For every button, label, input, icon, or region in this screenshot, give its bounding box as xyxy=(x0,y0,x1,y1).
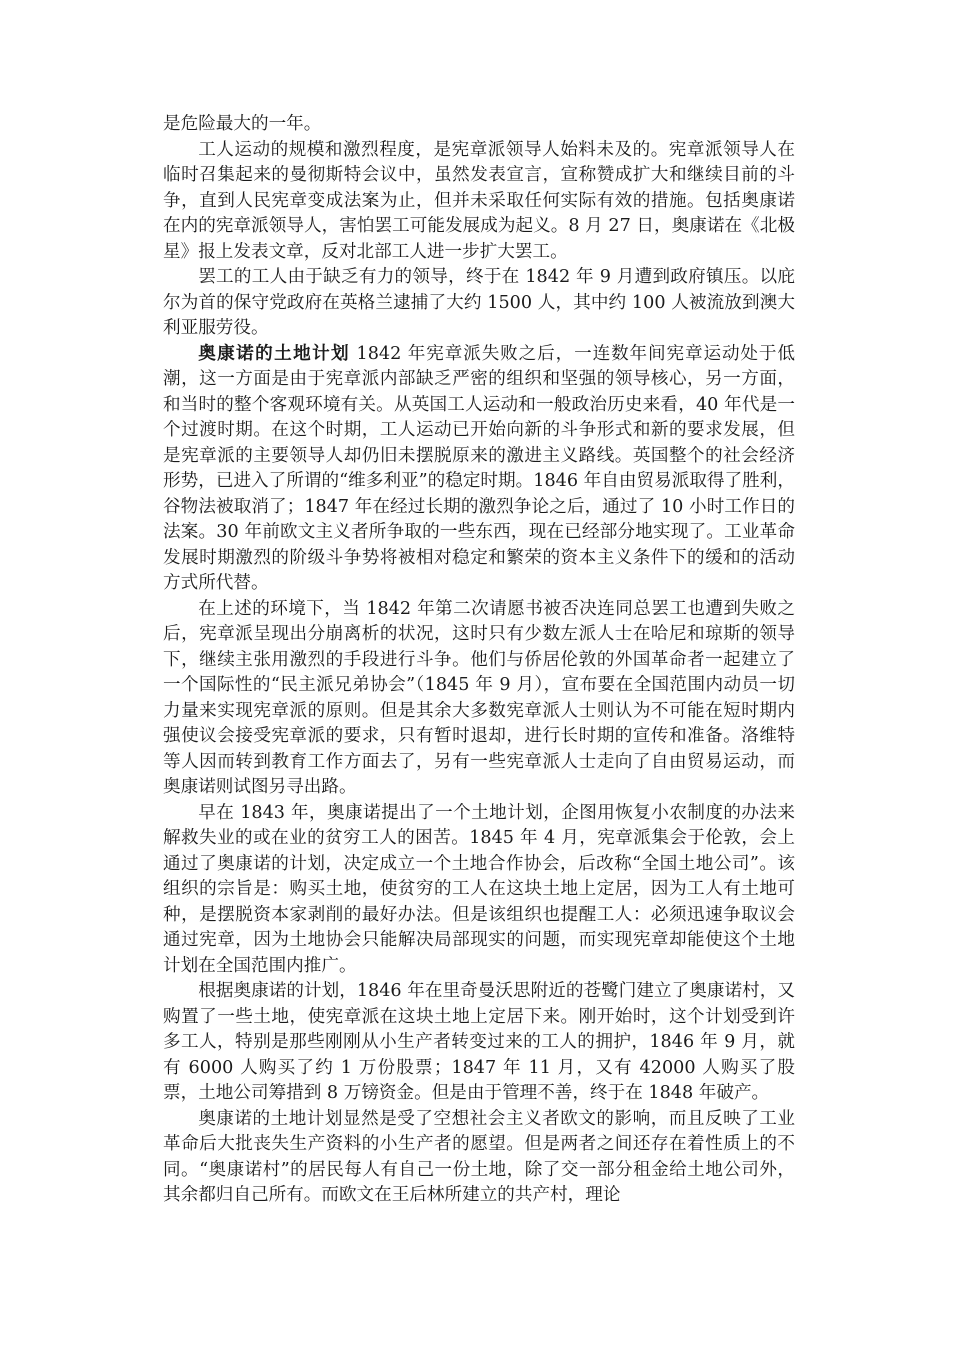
paragraph-land-company: 早在 1843 年，奥康诺提出了一个土地计划，企图用恢复小农制度的办法来解救失业的或在业的贫穷工人的困苦。1845 年 4 月，宪章派集会于伦敦，会上通过了奥康诺的计划，决定成立一个土地合作协会，后改称“全国土地公司”。该组织的宗旨是：购买土地，使贫穷的工人在这块土地上定居，因为工人有土地可种，是摆脱资本家剥削的最好办法。但是该组织也提醒工人：必须迅速争取议会通过宪章，因为土地协会只能解决局部现实的问题，而实现宪章却能使这个土地计划在全国范围内推广。 xyxy=(163,802,795,976)
paragraph-strike-suppression: 罢工的工人由于缺乏有力的领导，终于在 1842 年 9 月遭到政府镇压。以庇尔为首的保守党政府在英格兰逮捕了大约 1500 人，其中约 100 人被流放到澳大利亚服劳役。 xyxy=(163,267,795,338)
paragraph-chartist-fragmentation: 在上述的环境下，当 1842 年第二次请愿书被否决连同总罢工也遭到失败之后，宪章派呈现出分崩离析的状况，这时只有少数左派人士在哈尼和琼斯的领导下，继续主张用激烈的手段进行斗争。他们与侨居伦敦的外国革命者一起建立了一个国际性的“民主派兄弟协会”（1845 年 9 月），宣布要在全国范围内动员一切力量来实现宪章派的原则。但是其余大多数宪章派人士则认为不可能在短时期内强使议会接受宪章派的要求，只有暂时退却，进行长时期的宣传和准备。洛维特等人因而转到教育工作方面去了，另有一些宪章派人士走向了自由贸易运动，而奥康诺则试图另寻出路。 xyxy=(163,598,795,797)
document-page xyxy=(163,112,795,1209)
paragraph-owen-comparison: 奥康诺的土地计划显然是受了空想社会主义者欧文的影响，而且反映了工业革命后大批丧失生产资料的小生产者的愿望。但是两者之间还存在着性质上的不同。“奥康诺村”的居民每人有自己一份土地，除了交一部分租金给土地公司外，其余都归自己所有。而欧文在王后林所建立的共产村，理论 xyxy=(163,1108,795,1205)
section-body-land-plan: 1842 年宪章派失败之后，一连数年间宪章运动处于低潮，这一方面是由于宪章派内部缺乏严密的组织和坚强的领导核心，另一方面，和当时的整个客观环境有关。从英国工人运动和一般政治历史来看，40 年代是一个过渡时期。在这个时期，工人运动已开始向新的斗争形式和新的要求发展，但是宪章派的主要领导人却仍旧未摆脱原来的激进主义路线。英国整个的社会经济形势，已进入了所谓的“维多利亚”的稳定时期。1846 年自由贸易派取得了胜利，谷物法被取消了；1847 年在经过长期的激烈争论之后，通过了 10 小时工作日的法案。30 年前欧文主义者所争取的一些东西，现在已经部分地实现了。工业革命发展时期激烈的阶级斗争势将被相对稳定和繁荣的资本主义条件下的缓和的活动方式所代替。 xyxy=(163,343,795,593)
paragraph-continuation: 是危险最大的一年。 xyxy=(163,114,322,134)
paragraph-oconnor-village: 根据奥康诺的计划，1846 年在里奇曼沃思附近的苍鹭门建立了奥康诺村，又购置了一些土地，使宪章派在这块土地上定居下来。刚开始时，这个计划受到许多工人，特别是那些刚刚从小生产者转变过来的工人的拥护，1846 年 9 月，就有 6000 人购买了约 1 万份股票；1847 年 11 月，又有 42000 人购买了股票，土地公司筹措到 8 万镑资金。但是由于管理不善，终于在 1848 年破产。 xyxy=(163,981,795,1103)
paragraph-manchester-conference: 工人运动的规模和激烈程度，是宪章派领导人始料未及的。宪章派领导人在临时召集起来的曼彻斯特会议中，虽然发表宣言，宣称赞成扩大和继续目前的斗争，直到人民宪章变成法案为止，但并未采取任何实际有效的措施。包括奥康诺在内的宪章派领导人，害怕罢工可能发展成为起义。8 月 27 日，奥康诺在《北极星》报上发表文章，反对北部工人进一步扩大罢工。 xyxy=(163,139,795,262)
paragraph-land-plan-intro xyxy=(163,342,795,597)
section-heading-land-plan: 奥康诺的土地计划 xyxy=(198,343,351,364)
